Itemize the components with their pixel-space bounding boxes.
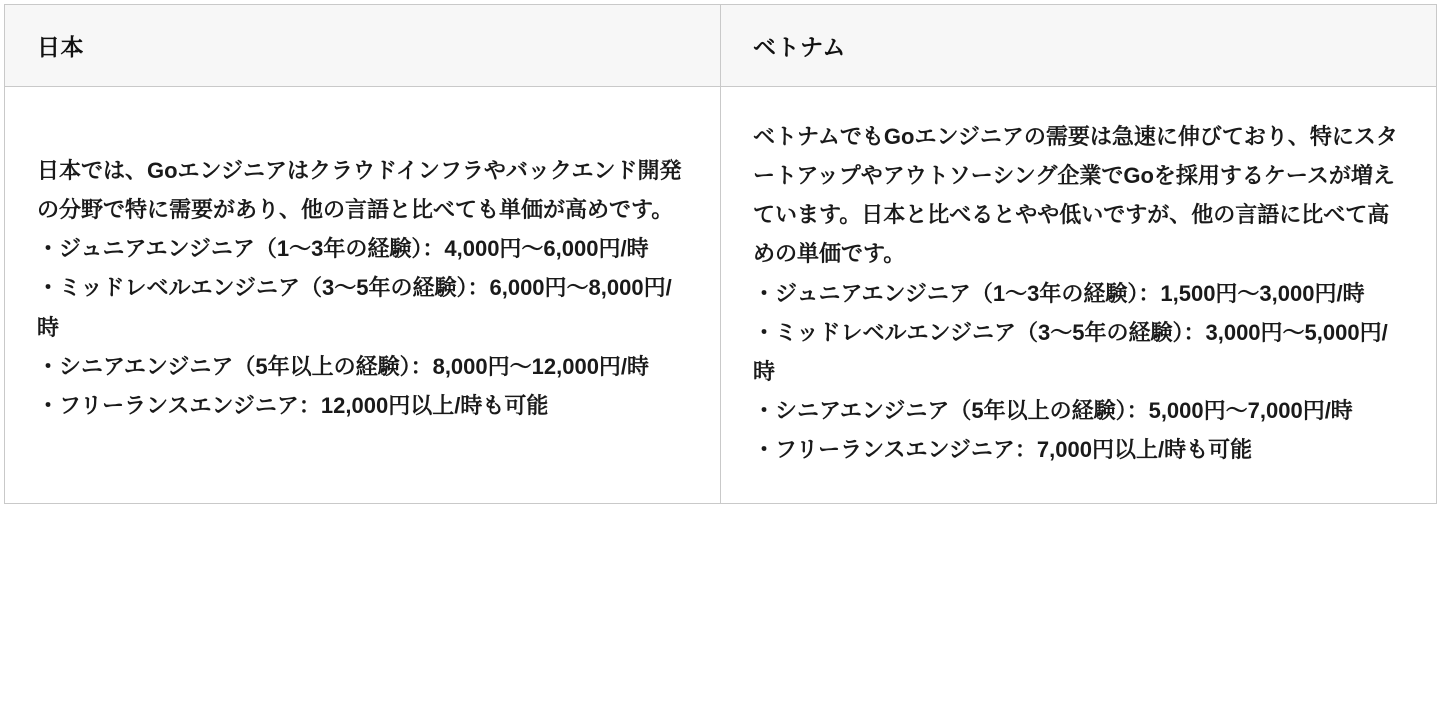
vietnam-bullet-senior: ・シニアエンジニア（5年以上の経験）：5,000円〜7,000円/時 bbox=[753, 398, 1353, 424]
japan-content bbox=[37, 117, 690, 425]
japan-bullet-midlevel: ・ミッドレベルエンジニア（3〜5年の経験）：6,000円〜8,000円/時 bbox=[37, 275, 672, 340]
japan-bullet-junior: ・ジュニアエンジニア（1〜3年の経験）：4,000円〜6,000円/時 bbox=[37, 236, 649, 262]
table-header bbox=[5, 5, 1437, 87]
vietnam-intro-text: ベトナムでもGoエンジニアの需要は急速に伸びており、特にスタートアップやアウトソーシング企業でGoを採用するケースが増えています。日本と比べるとやや低いですが、他の言語に比べて高めの単価です。 bbox=[753, 124, 1398, 267]
rate-comparison-table bbox=[4, 4, 1437, 504]
japan-intro-text: 日本では、Goエンジニアはクラウドインフラやバックエンド開発の分野で特に需要があり、他の言語と比べても単価が高めです。 bbox=[37, 158, 682, 223]
table-header-row bbox=[5, 5, 1437, 87]
vietnam-bullet-junior: ・ジュニアエンジニア（1〜3年の経験）：1,500円〜3,000円/時 bbox=[753, 280, 1365, 306]
japan-bullet-freelance: ・フリーランスエンジニア：12,000円以上/時も可能 bbox=[37, 392, 549, 418]
table-row bbox=[5, 87, 1437, 504]
vietnam-content bbox=[753, 117, 1406, 469]
cell-japan-rates bbox=[5, 87, 721, 504]
vietnam-bullet-midlevel: ・ミッドレベルエンジニア（3〜5年の経験）：3,000円〜5,000円/時 bbox=[753, 319, 1388, 384]
column-header-vietnam: ベトナム bbox=[721, 5, 1437, 87]
cell-vietnam-rates bbox=[721, 87, 1437, 504]
column-header-japan: 日本 bbox=[5, 5, 721, 87]
japan-bullet-senior: ・シニアエンジニア（5年以上の経験）：8,000円〜12,000円/時 bbox=[37, 353, 650, 379]
table-body bbox=[5, 87, 1437, 504]
vietnam-bullet-freelance: ・フリーランスエンジニア：7,000円以上/時も可能 bbox=[753, 437, 1253, 463]
